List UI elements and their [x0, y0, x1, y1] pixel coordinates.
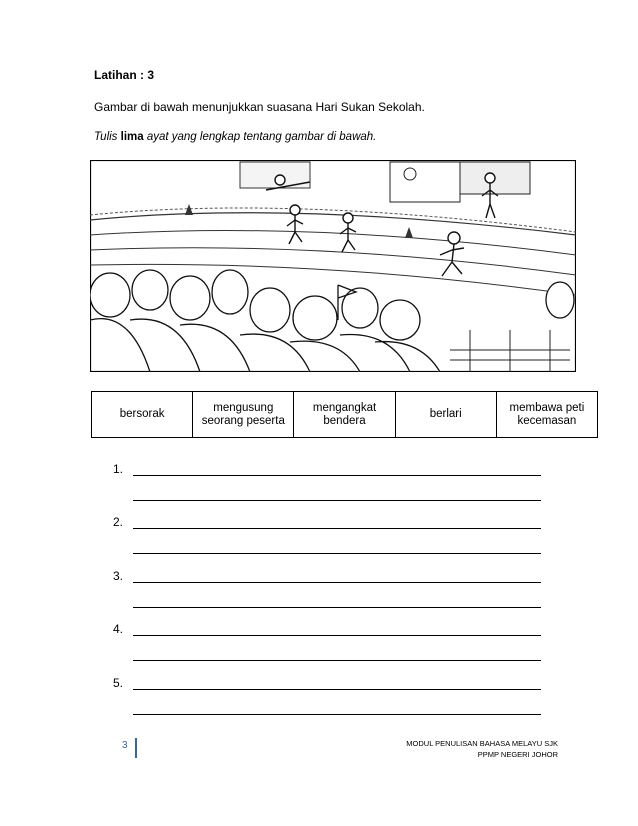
answer-number: 3.: [113, 569, 124, 583]
answer-line[interactable]: [133, 553, 541, 554]
instruction-post: ayat yang lengkap tentang gambar di bawah.: [143, 131, 377, 143]
word-cell: [396, 392, 497, 437]
instruction-bold: lima: [120, 131, 144, 143]
word-cell: [497, 392, 597, 437]
answer-number: 4.: [113, 622, 124, 636]
answer-number: 2.: [113, 515, 124, 529]
word-label: mengusung seorang peserta: [201, 401, 285, 427]
word-cell: [294, 392, 395, 437]
word-cell: [92, 392, 193, 437]
word-label: membawa peti kecemasan: [509, 401, 585, 427]
footer-divider: [135, 738, 137, 758]
answer-number: 1.: [113, 462, 124, 476]
answer-line[interactable]: [133, 475, 541, 476]
instruction-text: [94, 131, 376, 143]
page-number: 3: [122, 740, 128, 751]
intro-text: Gambar di bawah menunjukkan suasana Hari Sukan Sekolah.: [94, 100, 425, 114]
footer-publisher: PPMP NEGERI JOHOR: [477, 750, 558, 759]
footer-module-title: MODUL PENULISAN BAHASA MELAYU SJK: [406, 739, 558, 748]
sports-day-illustration: [90, 160, 576, 372]
answer-line[interactable]: [133, 582, 541, 583]
word-label: bersorak: [119, 408, 165, 420]
answer-line[interactable]: [133, 528, 541, 529]
word-label: mengangkat bendera: [312, 401, 377, 427]
instruction-pre: Tulis: [94, 131, 121, 143]
answer-line[interactable]: [133, 635, 541, 636]
word-label: berlari: [429, 408, 462, 420]
answer-line[interactable]: [133, 607, 541, 608]
word-bank-table: [91, 391, 598, 438]
word-cell: [193, 392, 294, 437]
exercise-title: Latihan : 3: [94, 68, 155, 82]
answer-line[interactable]: [133, 689, 541, 690]
answer-line[interactable]: [133, 660, 541, 661]
answer-number: 5.: [113, 676, 124, 690]
answer-line[interactable]: [133, 714, 541, 715]
answer-line[interactable]: [133, 500, 541, 501]
